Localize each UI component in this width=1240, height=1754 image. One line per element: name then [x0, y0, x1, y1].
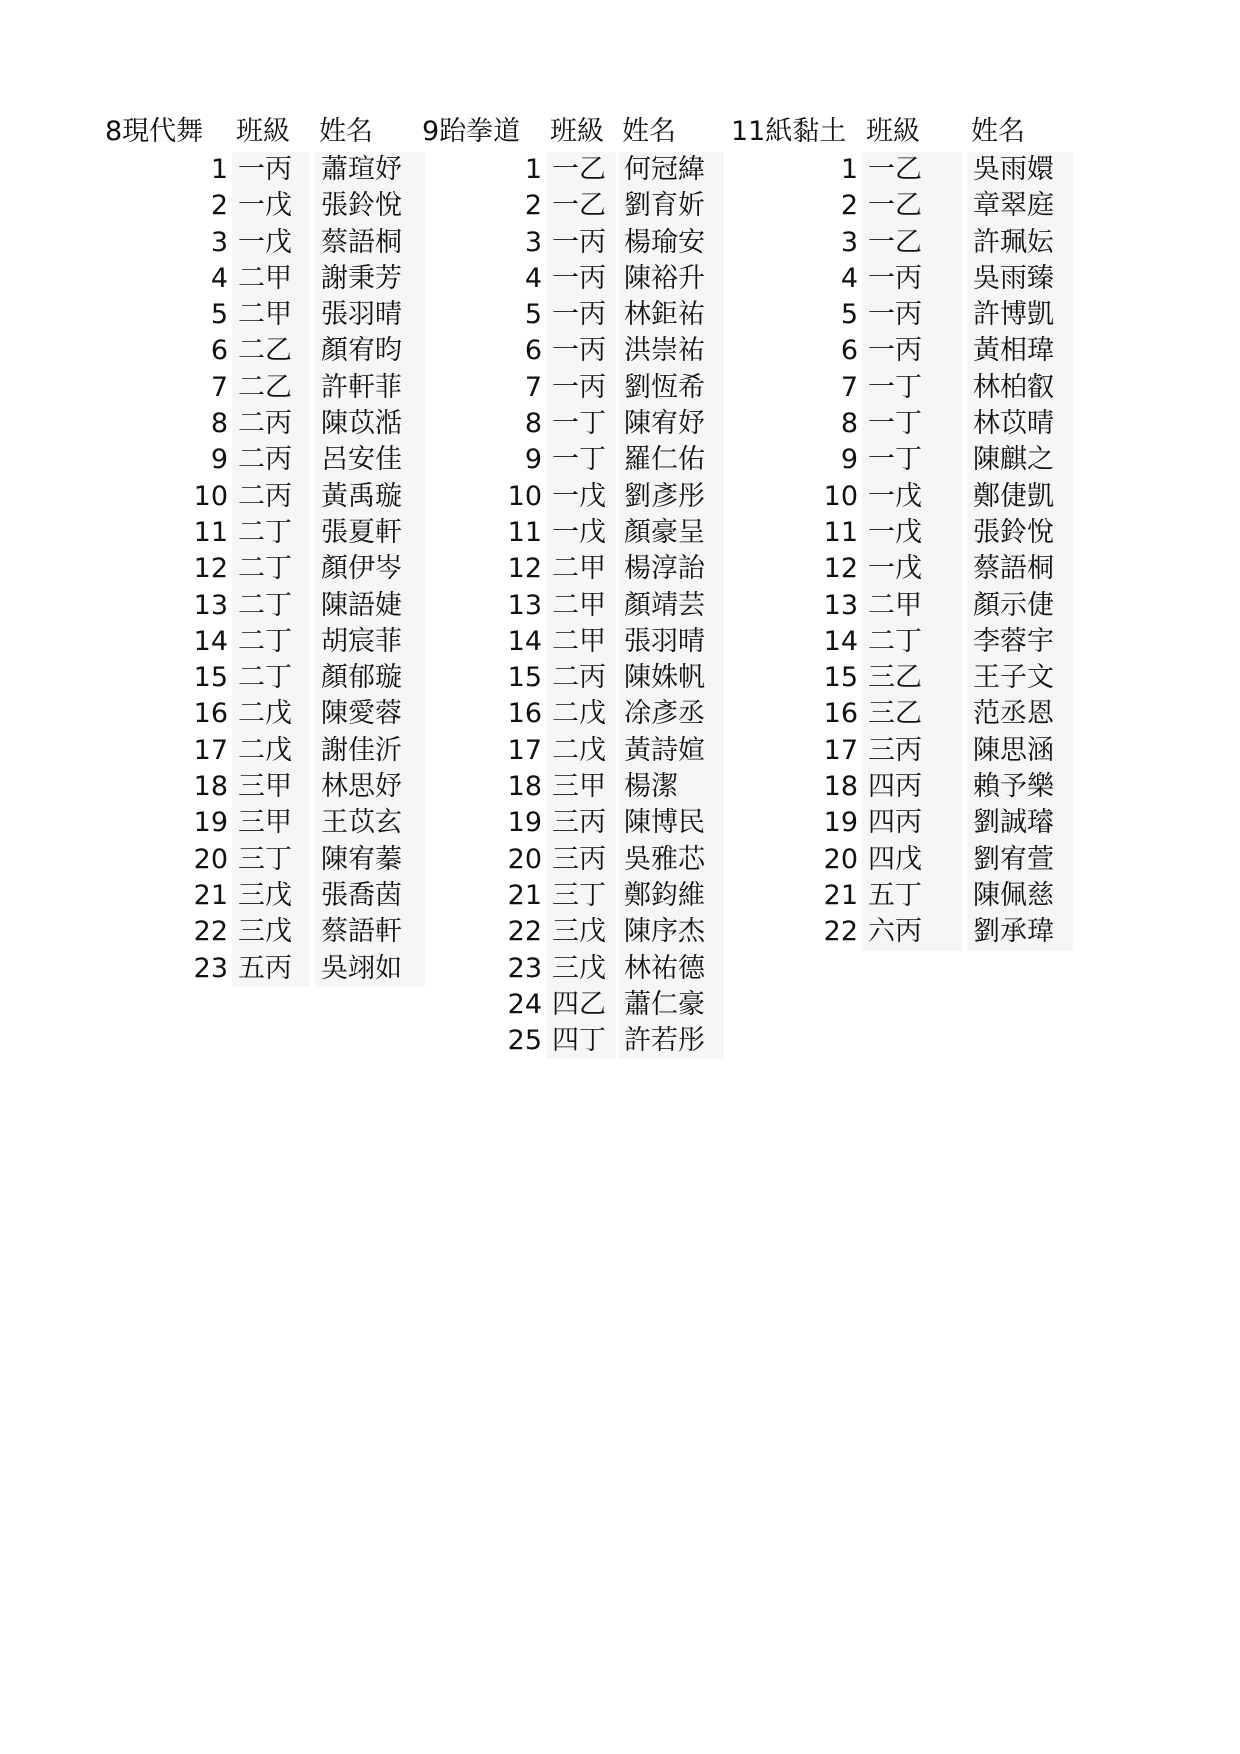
class-cell: 二甲	[546, 551, 616, 587]
class-cell: 一戊	[546, 515, 616, 551]
name-cell: 林思妤	[315, 769, 425, 805]
row-number: 16	[193, 698, 228, 730]
class-cell: 四乙	[546, 987, 616, 1023]
name-cell: 張夏軒	[315, 515, 425, 551]
row-number: 19	[193, 807, 228, 839]
row-number: 20	[193, 843, 228, 875]
row-number: 15	[507, 662, 542, 694]
name-cell: 謝佳沂	[315, 733, 425, 769]
class-cell: 四丙	[862, 805, 962, 841]
name-cell: 羅仁佑	[618, 442, 724, 478]
name-cell: 陳語婕	[315, 588, 425, 624]
class-cell: 一戊	[232, 225, 310, 261]
name-cell: 許軒菲	[315, 370, 425, 406]
name-cell: 許若彤	[618, 1023, 724, 1059]
row-number: 12	[193, 553, 228, 585]
name-cell: 張羽晴	[618, 624, 724, 660]
row-number: 4	[210, 262, 228, 294]
class-cell: 二丙	[546, 660, 616, 696]
row-number: 8	[210, 408, 228, 440]
name-cell: 劉彥彤	[618, 479, 724, 515]
class-cell: 二丁	[232, 624, 310, 660]
column-header-class: 班級	[866, 116, 920, 147]
class-cell: 二丁	[232, 515, 310, 551]
row-number: 10	[823, 480, 858, 512]
row-number: 2	[210, 190, 228, 222]
name-cell: 陳裕升	[618, 261, 724, 297]
row-number: 13	[193, 589, 228, 621]
name-cell: 劉誠璿	[967, 805, 1073, 841]
row-number: 7	[210, 371, 228, 403]
row-number: 7	[524, 371, 542, 403]
row-number: 2	[840, 190, 858, 222]
class-cell: 一丙	[546, 297, 616, 333]
row-number: 4	[524, 262, 542, 294]
row-number: 17	[823, 734, 858, 766]
name-cell: 呂安佳	[315, 442, 425, 478]
name-cell: 洪崇祐	[618, 333, 724, 369]
name-cell: 賴予樂	[967, 769, 1073, 805]
row-number: 9	[840, 444, 858, 476]
class-cell: 一丙	[232, 152, 310, 188]
row-number: 11	[193, 516, 228, 548]
column-header-name: 姓名	[622, 116, 676, 147]
row-number: 5	[840, 299, 858, 331]
name-cell: 陳宥蓁	[315, 842, 425, 878]
row-number: 12	[823, 553, 858, 585]
name-cell: 陳博民	[618, 805, 724, 841]
class-cell: 二丁	[232, 588, 310, 624]
row-number: 25	[507, 1025, 542, 1057]
class-cell: 二戊	[546, 733, 616, 769]
row-number: 5	[210, 299, 228, 331]
name-cell: 顏靖芸	[618, 588, 724, 624]
class-cell: 四丁	[546, 1023, 616, 1059]
name-cell: 陳姝帆	[618, 660, 724, 696]
class-cell: 二甲	[862, 588, 962, 624]
name-cell: 鄭倢凱	[967, 479, 1073, 515]
row-number: 16	[507, 698, 542, 730]
name-cell: 陳苡湉	[315, 406, 425, 442]
name-cell: 蔡語桐	[967, 551, 1073, 587]
name-cell: 何冠緯	[618, 152, 724, 188]
name-cell: 張鈴悅	[967, 515, 1073, 551]
row-number: 20	[507, 843, 542, 875]
row-number: 15	[193, 662, 228, 694]
column-header-class: 班級	[550, 116, 604, 147]
row-number: 19	[507, 807, 542, 839]
name-cell: 黃詩媗	[618, 733, 724, 769]
row-number: 8	[840, 408, 858, 440]
class-cell: 二丙	[232, 406, 310, 442]
class-cell: 四丙	[862, 769, 962, 805]
class-cell: 五丁	[862, 878, 962, 914]
row-number: 10	[507, 480, 542, 512]
class-cell: 一乙	[862, 188, 962, 224]
name-cell: 林鉅祐	[618, 297, 724, 333]
name-cell: 張鈴悅	[315, 188, 425, 224]
row-number: 17	[507, 734, 542, 766]
name-cell: 楊淳詒	[618, 551, 724, 587]
name-cell: 許博凱	[967, 297, 1073, 333]
class-cell: 三戊	[546, 951, 616, 987]
name-cell: 劉恆希	[618, 370, 724, 406]
name-cell: 蔡語桐	[315, 225, 425, 261]
row-number: 9	[210, 444, 228, 476]
row-number: 1	[210, 154, 228, 185]
class-cell: 一乙	[546, 152, 616, 188]
name-cell: 王子文	[967, 660, 1073, 696]
class-cell: 一戊	[862, 515, 962, 551]
name-cell: 凃彥丞	[618, 696, 724, 732]
class-cell: 二丙	[232, 479, 310, 515]
row-number: 11	[507, 516, 542, 548]
name-cell: 林苡晴	[967, 406, 1073, 442]
group-title: 11紙黏土	[731, 116, 847, 147]
row-number: 9	[524, 444, 542, 476]
row-number: 7	[840, 371, 858, 403]
name-cell: 陳序杰	[618, 914, 724, 950]
class-cell: 一戊	[232, 188, 310, 224]
name-cell: 陳佩慈	[967, 878, 1073, 914]
class-cell: 三甲	[232, 769, 310, 805]
row-number: 14	[507, 625, 542, 657]
row-number: 22	[193, 916, 228, 948]
row-number: 12	[507, 553, 542, 585]
class-cell: 三丙	[862, 733, 962, 769]
name-cell: 蕭仁豪	[618, 987, 724, 1023]
name-cell: 吳雨臻	[967, 261, 1073, 297]
class-cell: 三丙	[546, 805, 616, 841]
row-number: 11	[823, 516, 858, 548]
name-cell: 蕭瑄妤	[315, 152, 425, 188]
row-number: 18	[507, 771, 542, 803]
class-cell: 二丙	[232, 442, 310, 478]
class-cell: 一乙	[862, 225, 962, 261]
class-cell: 二甲	[232, 297, 310, 333]
name-cell: 范丞恩	[967, 696, 1073, 732]
row-number: 1	[840, 154, 858, 185]
row-number: 20	[823, 843, 858, 875]
name-cell: 李蓉宇	[967, 624, 1073, 660]
name-cell: 胡宸菲	[315, 624, 425, 660]
name-cell: 顏伊岑	[315, 551, 425, 587]
name-cell: 章翠庭	[967, 188, 1073, 224]
class-cell: 五丙	[232, 951, 310, 987]
class-cell: 二丁	[862, 624, 962, 660]
class-cell: 一丙	[546, 370, 616, 406]
row-number: 21	[507, 879, 542, 911]
class-cell: 一丙	[546, 261, 616, 297]
class-cell: 二乙	[232, 370, 310, 406]
class-cell: 一丁	[546, 442, 616, 478]
row-number: 16	[823, 698, 858, 730]
row-number: 3	[210, 226, 228, 258]
class-cell: 四戊	[862, 842, 962, 878]
name-cell: 張羽晴	[315, 297, 425, 333]
row-number: 23	[507, 952, 542, 984]
class-cell: 三戊	[232, 914, 310, 950]
class-cell: 一丙	[862, 297, 962, 333]
name-cell: 吳雨嬛	[967, 152, 1073, 188]
row-number: 15	[823, 662, 858, 694]
class-cell: 六丙	[862, 914, 962, 950]
name-cell: 顏示倢	[967, 588, 1073, 624]
name-cell: 林柏叡	[967, 370, 1073, 406]
row-number: 2	[524, 190, 542, 222]
class-cell: 三戊	[232, 878, 310, 914]
row-number: 17	[193, 734, 228, 766]
row-number: 8	[524, 408, 542, 440]
class-cell: 三丁	[546, 878, 616, 914]
class-cell: 二戊	[232, 733, 310, 769]
row-number: 3	[840, 226, 858, 258]
class-cell: 一戊	[546, 479, 616, 515]
name-cell: 顏豪呈	[618, 515, 724, 551]
name-cell: 楊瑜安	[618, 225, 724, 261]
class-cell: 三戊	[546, 914, 616, 950]
class-cell: 一丁	[862, 370, 962, 406]
row-number: 3	[524, 226, 542, 258]
row-number: 1	[524, 154, 542, 185]
name-cell: 謝秉芳	[315, 261, 425, 297]
name-cell: 顏郁璇	[315, 660, 425, 696]
row-number: 24	[507, 988, 542, 1020]
name-cell: 陳愛蓉	[315, 696, 425, 732]
name-cell: 陳宥妤	[618, 406, 724, 442]
name-cell: 陳思涵	[967, 733, 1073, 769]
class-cell: 一乙	[862, 152, 962, 188]
row-number: 22	[823, 916, 858, 948]
name-cell: 劉宥萱	[967, 842, 1073, 878]
row-number: 22	[507, 916, 542, 948]
name-cell: 林祐德	[618, 951, 724, 987]
row-number: 6	[524, 335, 542, 367]
row-number: 6	[840, 335, 858, 367]
column-header-name: 姓名	[971, 116, 1025, 147]
row-number: 13	[507, 589, 542, 621]
class-cell: 二乙	[232, 333, 310, 369]
row-number: 21	[823, 879, 858, 911]
row-number: 4	[840, 262, 858, 294]
class-cell: 三丁	[232, 842, 310, 878]
name-cell: 吳翊如	[315, 951, 425, 987]
class-cell: 一丙	[862, 333, 962, 369]
class-cell: 一丁	[862, 406, 962, 442]
name-cell: 鄭鈞維	[618, 878, 724, 914]
class-cell: 二戊	[232, 696, 310, 732]
row-number: 18	[823, 771, 858, 803]
group-title: 8現代舞	[105, 116, 204, 147]
class-cell: 三乙	[862, 696, 962, 732]
class-cell: 二甲	[232, 261, 310, 297]
class-cell: 一丁	[862, 442, 962, 478]
name-cell: 劉育妡	[618, 188, 724, 224]
column-header-class: 班級	[236, 116, 290, 147]
row-number: 5	[524, 299, 542, 331]
class-cell: 三丙	[546, 842, 616, 878]
name-cell: 劉承瑋	[967, 914, 1073, 950]
class-cell: 一丙	[546, 333, 616, 369]
class-cell: 一丁	[546, 406, 616, 442]
name-cell: 許珮妘	[967, 225, 1073, 261]
class-cell: 一丙	[862, 261, 962, 297]
class-cell: 二丁	[232, 660, 310, 696]
name-cell: 蔡語軒	[315, 914, 425, 950]
group-title: 9跆拳道	[422, 116, 521, 147]
name-cell: 吳雅芯	[618, 842, 724, 878]
class-cell: 二丁	[232, 551, 310, 587]
name-cell: 陳麒之	[967, 442, 1073, 478]
class-cell: 一戊	[862, 479, 962, 515]
class-cell: 三甲	[546, 769, 616, 805]
class-cell: 一戊	[862, 551, 962, 587]
name-cell: 王苡玄	[315, 805, 425, 841]
class-cell: 一丙	[546, 225, 616, 261]
class-cell: 二戊	[546, 696, 616, 732]
row-number: 19	[823, 807, 858, 839]
class-cell: 二甲	[546, 624, 616, 660]
name-cell: 顏宥昀	[315, 333, 425, 369]
row-number: 13	[823, 589, 858, 621]
row-number: 14	[823, 625, 858, 657]
row-number: 10	[193, 480, 228, 512]
class-cell: 三乙	[862, 660, 962, 696]
row-number: 18	[193, 771, 228, 803]
class-cell: 三甲	[232, 805, 310, 841]
column-header-name: 姓名	[319, 116, 373, 147]
row-number: 14	[193, 625, 228, 657]
class-cell: 一乙	[546, 188, 616, 224]
name-cell: 黃相瑋	[967, 333, 1073, 369]
name-cell: 楊潔	[618, 769, 724, 805]
class-cell: 二甲	[546, 588, 616, 624]
name-cell: 黃禹璇	[315, 479, 425, 515]
row-number: 6	[210, 335, 228, 367]
row-number: 23	[193, 952, 228, 984]
name-cell: 張喬茵	[315, 878, 425, 914]
row-number: 21	[193, 879, 228, 911]
